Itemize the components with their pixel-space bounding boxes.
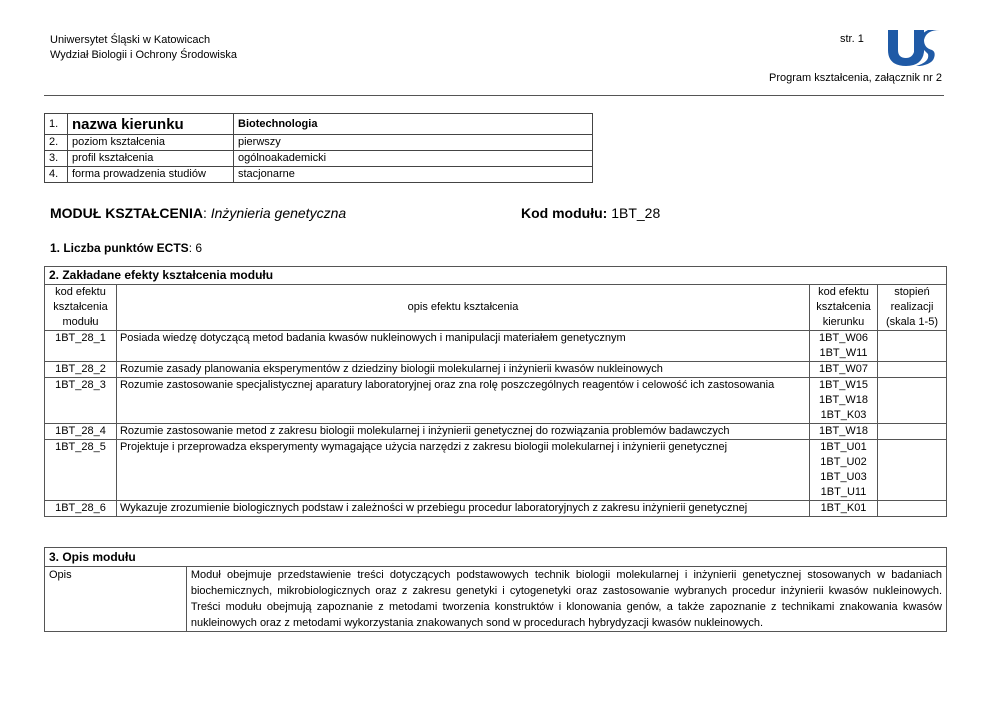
table-row <box>45 424 947 440</box>
program-info-table <box>44 113 593 183</box>
effect-field-codes <box>810 362 878 378</box>
effect-desc: Rozumie zasady planowania eksperymentów z dziedziny biologii molekularnej i inżynierii kwasów nukleinowych <box>116 362 809 378</box>
table-row <box>45 567 947 632</box>
info-row <box>45 151 593 167</box>
table-header-row <box>45 285 947 331</box>
table-row <box>45 501 947 517</box>
effect-desc: Projektuje i przeprowadza eksperymenty wymagające użycia narzędzi z zakresu biologii molekularnej i inżynierii genetycznej <box>116 440 809 501</box>
field-code: 1BT_U03 <box>820 471 867 483</box>
field-code: 1BT_W18 <box>819 425 868 437</box>
module-code-value: 1BT_28 <box>611 205 661 221</box>
effect-desc: Wykazuje zrozumienie biologicznych podstaw i zależności w przebiegu procedur laboratoryjnych z zakresu inżynierii genetycznej <box>116 501 809 517</box>
info-label: nazwa kierunku <box>68 114 234 135</box>
effect-level <box>878 424 947 440</box>
col-header-code: kod efektu kształcenia modułu <box>45 285 117 331</box>
info-num: 4. <box>45 167 68 183</box>
effect-code: 1BT_28_1 <box>45 331 117 362</box>
effect-desc: Posiada wiedzę dotyczącą metod badania kwasów nukleinowych i manipulacji materiałem genetycznym <box>116 331 809 362</box>
university-logo <box>884 28 942 68</box>
info-value: Biotechnologia <box>234 114 593 135</box>
logo-u-shape <box>888 30 924 66</box>
effect-desc: Rozumie zastosowanie metod z zakresu biologii molekularnej i inżynierii genetycznej do rozwiązania problemów badawczych <box>116 424 809 440</box>
effect-level <box>878 362 947 378</box>
module-code <box>521 205 660 221</box>
field-code: 1BT_U11 <box>820 486 867 498</box>
info-value: pierwszy <box>234 135 593 151</box>
info-row <box>45 167 593 183</box>
info-row <box>45 135 593 151</box>
info-num: 1. <box>45 114 68 135</box>
description-text: Moduł obejmuje przedstawienie treści dotyczących podstawowych technik biologii molekularnej i inżynierii genetycznej stosowanych w badaniach biochemicznych, mikrobiologicznych oraz z zakresu genetyki i cytogenetyki oraz zastosowanie wybranych procedur inżynierii kwasów nukleinowych. Treści modułu obejmują zapoznanie z metodami tworzenia konstruktów i klonowania genów, a także zapoznanie z technikami znakowania kwasów nukleinowych oraz z metodami wykorzystania znakowanych sond w procedurach hybrydyzacji kwasów nukleinowych. <box>186 567 946 632</box>
field-code: 1BT_W06 <box>819 332 868 344</box>
effect-code: 1BT_28_6 <box>45 501 117 517</box>
effect-level <box>878 378 947 424</box>
program-annex: Program kształcenia, załącznik nr 2 <box>768 72 942 84</box>
header-institution <box>50 33 237 63</box>
field-code: 1BT_W11 <box>819 347 868 359</box>
faculty-name: Wydział Biologii i Ochrony Środowiska <box>50 49 237 61</box>
field-code: 1BT_K01 <box>820 502 867 514</box>
info-value: ogólnoakademicki <box>234 151 593 167</box>
field-code: 1BT_W18 <box>819 394 868 406</box>
field-code: 1BT_W15 <box>819 379 868 391</box>
ects-label: 1. Liczba punktów ECTS <box>50 241 189 255</box>
table-row <box>45 362 947 378</box>
effect-level <box>878 331 947 362</box>
effect-code: 1BT_28_4 <box>45 424 117 440</box>
info-label: forma prowadzenia studiów <box>68 167 234 183</box>
field-code: 1BT_W07 <box>819 363 868 375</box>
table-row <box>45 331 947 362</box>
col-header-desc: opis efektu kształcenia <box>116 285 809 331</box>
effect-field-codes <box>810 331 878 362</box>
module-code-label: Kod modułu: <box>521 205 608 221</box>
info-label: poziom kształcenia <box>68 135 234 151</box>
module-name: Inżynieria genetyczna <box>210 205 347 221</box>
effect-code: 1BT_28_2 <box>45 362 117 378</box>
field-code: 1BT_U01 <box>820 441 867 453</box>
effect-field-codes <box>810 440 878 501</box>
info-row <box>45 114 593 135</box>
effect-code: 1BT_28_5 <box>45 440 117 501</box>
effect-desc: Rozumie zastosowanie specjalistycznej aparatury laboratoryjnej oraz zna rolę poszczególnych reagentów i celowość ich zastosowania <box>116 378 809 424</box>
effect-level <box>878 440 947 501</box>
header-divider <box>44 95 944 96</box>
module-label: MODUŁ KSZTAŁCENIA <box>50 205 203 221</box>
ects-points: 1. Liczba punktów ECTS: 6 <box>50 241 203 255</box>
info-label: profil kształcenia <box>68 151 234 167</box>
info-num: 2. <box>45 135 68 151</box>
field-code: 1BT_K03 <box>820 409 867 421</box>
page-number: str. 1 <box>840 33 864 45</box>
effect-level <box>878 501 947 517</box>
col-header-field: kod efektu kształcenia kierunku <box>810 285 878 331</box>
learning-outcomes-table <box>44 266 947 517</box>
table-row <box>45 378 947 424</box>
field-code: 1BT_U02 <box>820 456 867 468</box>
module-description-table <box>44 547 947 632</box>
effect-field-codes <box>810 378 878 424</box>
module-title: MODUŁ KSZTAŁCENIA: Inżynieria genetyczna <box>50 205 347 221</box>
effect-field-codes <box>810 501 878 517</box>
section-title: 2. Zakładane efekty kształcenia modułu <box>45 267 947 285</box>
section-title: 3. Opis modułu <box>45 548 947 567</box>
logo-text: US <box>884 28 886 29</box>
university-name: Uniwersytet Śląski w Katowicach <box>50 34 211 46</box>
info-value: stacjonarne <box>234 167 593 183</box>
ects-value: 6 <box>195 241 203 255</box>
info-num: 3. <box>45 151 68 167</box>
col-header-level: stopień realizacji (skala 1-5) <box>878 285 947 331</box>
description-label: Opis <box>45 567 187 632</box>
table-row <box>45 440 947 501</box>
effect-code: 1BT_28_3 <box>45 378 117 424</box>
effect-field-codes <box>810 424 878 440</box>
